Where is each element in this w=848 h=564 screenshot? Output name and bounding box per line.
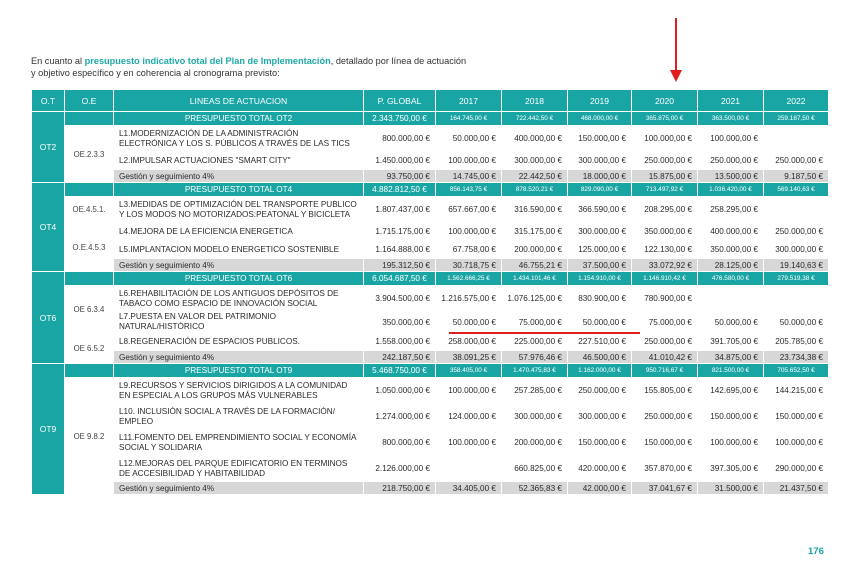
total-year: 358.405,00 € bbox=[436, 364, 502, 378]
line-year: 250.000,00 € bbox=[632, 404, 698, 430]
header-2022: 2022 bbox=[764, 90, 829, 112]
oe-cell bbox=[65, 272, 114, 286]
header-2018: 2018 bbox=[502, 90, 568, 112]
table-row-total bbox=[32, 364, 829, 378]
line-global: 350.000,00 € bbox=[364, 312, 436, 333]
intro-text-pre: En cuanto al bbox=[31, 56, 85, 66]
line-year: 657.667,00 € bbox=[436, 197, 502, 223]
ot-label: OT4 bbox=[32, 183, 65, 272]
line-year: 150.000,00 € bbox=[698, 404, 764, 430]
line-year: 227.510,00 € bbox=[568, 333, 632, 351]
total-year: 1.146.910,42 € bbox=[632, 272, 698, 286]
oe-cell bbox=[65, 112, 114, 126]
table-row bbox=[32, 333, 829, 351]
table-row-gestion bbox=[32, 351, 829, 364]
table-row bbox=[32, 404, 829, 430]
line-year bbox=[764, 286, 829, 312]
table-row-gestion bbox=[32, 259, 829, 272]
header-global: P. GLOBAL bbox=[364, 90, 436, 112]
total-global: 4.882.812,50 € bbox=[364, 183, 436, 197]
total-year: 1.562.666,25 € bbox=[436, 272, 502, 286]
line-year: 150.000,00 € bbox=[568, 430, 632, 456]
line-global: 1.050.000,00 € bbox=[364, 378, 436, 404]
table-row bbox=[32, 126, 829, 152]
line-year: 300.000,00 € bbox=[568, 223, 632, 241]
line-label: L2.IMPULSAR ACTUACIONES "SMART CITY" bbox=[114, 152, 364, 170]
intro-highlight: presupuesto indicativo total del Plan de Implementación bbox=[84, 56, 331, 66]
gestion-year: 14.745,00 € bbox=[436, 170, 502, 183]
line-year: 200.000,00 € bbox=[502, 430, 568, 456]
line-label: L8.REGENERACIÓN DE ESPACIOS PUBLICOS. bbox=[114, 333, 364, 351]
line-year: 205.785,00 € bbox=[764, 333, 829, 351]
line-label: L12.MEJORAS DEL PARQUE EDIFICATORIO EN TERMINOS DE ACCESIBILIDAD Y HABITABILIDAD bbox=[114, 456, 364, 482]
line-year: 250.000,00 € bbox=[698, 152, 764, 170]
line-global: 1.164.888,00 € bbox=[364, 241, 436, 259]
line-year: 300.000,00 € bbox=[502, 152, 568, 170]
table-row-total bbox=[32, 272, 829, 286]
line-year: 67.758,00 € bbox=[436, 241, 502, 259]
line-year bbox=[436, 456, 502, 482]
oe-label: OE.4.5.1. bbox=[65, 197, 114, 223]
gestion-year: 28.125,00 € bbox=[698, 259, 764, 272]
total-year: 713.497,92 € bbox=[632, 183, 698, 197]
gestion-year: 30.718,75 € bbox=[436, 259, 502, 272]
oe-cell bbox=[65, 364, 114, 378]
intro-paragraph bbox=[31, 55, 491, 79]
budget-table bbox=[31, 89, 829, 495]
line-year bbox=[698, 286, 764, 312]
line-label: L7.PUESTA EN VALOR DEL PATRIMONIO NATURAL/HISTÓRICO bbox=[114, 312, 364, 333]
intro-text-line2: y objetivo específico y en coherencia al cronograma previsto: bbox=[31, 68, 280, 78]
line-year: 200.000,00 € bbox=[502, 241, 568, 259]
line-global: 1.715.175,00 € bbox=[364, 223, 436, 241]
line-year: 75.000,00 € bbox=[502, 312, 568, 333]
gestion-year: 37.041,67 € bbox=[632, 482, 698, 495]
line-global: 1.558.000,00 € bbox=[364, 333, 436, 351]
line-year: 100.000,00 € bbox=[436, 223, 502, 241]
table-row bbox=[32, 378, 829, 404]
page-number: 176 bbox=[808, 546, 824, 557]
gestion-global: 242.187,50 € bbox=[364, 351, 436, 364]
table-row-total bbox=[32, 112, 829, 126]
gestion-label: Gestión y seguimiento 4% bbox=[114, 259, 364, 272]
line-year: 150.000,00 € bbox=[764, 404, 829, 430]
line-year bbox=[764, 197, 829, 223]
header-2020: 2020 bbox=[632, 90, 698, 112]
table-row bbox=[32, 223, 829, 241]
line-global: 1.450.000,00 € bbox=[364, 152, 436, 170]
line-year: 100.000,00 € bbox=[632, 126, 698, 152]
line-year: 100.000,00 € bbox=[698, 430, 764, 456]
gestion-year: 15.875,00 € bbox=[632, 170, 698, 183]
header-oe: O.E bbox=[65, 90, 114, 112]
ot-label: OT6 bbox=[32, 272, 65, 364]
gestion-year: 19.140,63 € bbox=[764, 259, 829, 272]
line-label: L1.MODERNIZACIÓN DE LA ADMINISTRACIÓN ELECTRÓNICA Y LOS S. PÚBLICOS A TRAVÉS DE LAS TICS bbox=[114, 126, 364, 152]
line-year: 50.000,00 € bbox=[568, 312, 632, 333]
line-global: 800.000,00 € bbox=[364, 126, 436, 152]
total-year: 1.470.475,83 € bbox=[502, 364, 568, 378]
line-year: 830.900,00 € bbox=[568, 286, 632, 312]
line-year: 50.000,00 € bbox=[698, 312, 764, 333]
line-year: 780.900,00 € bbox=[632, 286, 698, 312]
line-year: 100.000,00 € bbox=[698, 126, 764, 152]
total-label: PRESUPUESTO TOTAL OT2 bbox=[114, 112, 364, 126]
line-year: 155.805,00 € bbox=[632, 378, 698, 404]
gestion-year: 34.875,00 € bbox=[698, 351, 764, 364]
total-year: 476.580,00 € bbox=[698, 272, 764, 286]
gestion-year: 9.187,50 € bbox=[764, 170, 829, 183]
line-year: 400.000,00 € bbox=[698, 223, 764, 241]
gestion-year: 52.365,83 € bbox=[502, 482, 568, 495]
line-label: L9.RECURSOS Y SERVICIOS DIRIGIDOS A LA COMUNIDAD EN ESPECIAL A LOS GRUPOS MÁS VULNERABLES bbox=[114, 378, 364, 404]
gestion-year: 42.000,00 € bbox=[568, 482, 632, 495]
line-year: 290.000,00 € bbox=[764, 456, 829, 482]
line-global: 2.126.000,00 € bbox=[364, 456, 436, 482]
header-ot: O.T bbox=[32, 90, 65, 112]
gestion-global: 218.750,00 € bbox=[364, 482, 436, 495]
gestion-label: Gestión y seguimiento 4% bbox=[114, 170, 364, 183]
table-row bbox=[32, 286, 829, 312]
line-year: 150.000,00 € bbox=[568, 126, 632, 152]
line-year: 420.000,00 € bbox=[568, 456, 632, 482]
line-year: 300.000,00 € bbox=[502, 404, 568, 430]
oe-label: O.E.4.5.3 bbox=[65, 223, 114, 272]
line-label: L4.MEJORA DE LA EFICIENCIA ENERGETICA bbox=[114, 223, 364, 241]
total-year: 950.716,67 € bbox=[632, 364, 698, 378]
intro-text-post: , detallado por línea de actuación bbox=[330, 56, 467, 66]
gestion-year: 41.010,42 € bbox=[632, 351, 698, 364]
line-global: 3.904.500,00 € bbox=[364, 286, 436, 312]
line-year: 250.000,00 € bbox=[764, 152, 829, 170]
total-year: 164.745,00 € bbox=[436, 112, 502, 126]
gestion-year: 46.755,21 € bbox=[502, 259, 568, 272]
line-year: 300.000,00 € bbox=[764, 241, 829, 259]
line-year: 125.000,00 € bbox=[568, 241, 632, 259]
gestion-year: 23.734,38 € bbox=[764, 351, 829, 364]
line-label: L3.MEDIDAS DE OPTIMIZACIÓN DEL TRANSPORTE PUBLICO Y LOS MODOS NO MOTORIZADOS:PEATONAL Y BICICLETA bbox=[114, 197, 364, 223]
table-row bbox=[32, 197, 829, 223]
gestion-year: 33.072,92 € bbox=[632, 259, 698, 272]
table-header-row bbox=[32, 90, 829, 112]
table-row bbox=[32, 312, 829, 333]
line-year: 250.000,00 € bbox=[632, 152, 698, 170]
total-year: 878.520,21 € bbox=[502, 183, 568, 197]
line-year: 258.000,00 € bbox=[436, 333, 502, 351]
line-label: L11.FOMENTO DEL EMPRENDIMIENTO SOCIAL Y ECONOMÍA SOCIAL Y SOLIDARIA bbox=[114, 430, 364, 456]
header-2019: 2019 bbox=[568, 90, 632, 112]
line-year: 75.000,00 € bbox=[632, 312, 698, 333]
line-year: 150.000,00 € bbox=[632, 430, 698, 456]
total-year: 1.434.101,46 € bbox=[502, 272, 568, 286]
line-year: 1.076.125,00 € bbox=[502, 286, 568, 312]
gestion-year: 38.091,25 € bbox=[436, 351, 502, 364]
table-row-gestion bbox=[32, 170, 829, 183]
gestion-year: 31.500,00 € bbox=[698, 482, 764, 495]
ot-label: OT9 bbox=[32, 364, 65, 495]
gestion-global: 93.750,00 € bbox=[364, 170, 436, 183]
line-year: 250.000,00 € bbox=[568, 378, 632, 404]
table-row bbox=[32, 430, 829, 456]
gestion-label: Gestión y seguimiento 4% bbox=[114, 482, 364, 495]
total-year: 705.652,50 € bbox=[764, 364, 829, 378]
oe-label: OE 6.5.2 bbox=[65, 333, 114, 364]
line-year: 208.295,00 € bbox=[632, 197, 698, 223]
line-year: 122.130,00 € bbox=[632, 241, 698, 259]
gestion-year: 13.500,00 € bbox=[698, 170, 764, 183]
gestion-label: Gestión y seguimiento 4% bbox=[114, 351, 364, 364]
total-year: 569.140,63 € bbox=[764, 183, 829, 197]
total-year: 856.143,75 € bbox=[436, 183, 502, 197]
oe-label: OE 9.8.2 bbox=[65, 378, 114, 495]
line-label: L6.REHABILITACIÓN DE LOS ANTIGUOS DEPÓSITOS DE TABACO COMO ESPACIO DE INNOVACIÓN SOCIAL bbox=[114, 286, 364, 312]
line-year: 50.000,00 € bbox=[436, 312, 502, 333]
line-year: 250.000,00 € bbox=[764, 223, 829, 241]
total-global: 2.343.750,00 € bbox=[364, 112, 436, 126]
line-year: 142.695,00 € bbox=[698, 378, 764, 404]
oe-label: OE 6.3.4 bbox=[65, 286, 114, 333]
line-year: 124.000,00 € bbox=[436, 404, 502, 430]
gestion-year: 34.405,00 € bbox=[436, 482, 502, 495]
total-label: PRESUPUESTO TOTAL OT9 bbox=[114, 364, 364, 378]
total-year: 1.162.000,00 € bbox=[568, 364, 632, 378]
gestion-year: 46.500,00 € bbox=[568, 351, 632, 364]
line-year: 350.000,00 € bbox=[698, 241, 764, 259]
line-year: 257.285,00 € bbox=[502, 378, 568, 404]
line-year: 1.216.575,00 € bbox=[436, 286, 502, 312]
total-year: 821.500,00 € bbox=[698, 364, 764, 378]
line-year: 316.590,00 € bbox=[502, 197, 568, 223]
gestion-year: 22.442,50 € bbox=[502, 170, 568, 183]
header-2017: 2017 bbox=[436, 90, 502, 112]
total-year: 365.875,00 € bbox=[632, 112, 698, 126]
table-row bbox=[32, 241, 829, 259]
line-year: 315.175,00 € bbox=[502, 223, 568, 241]
gestion-year: 37.500,00 € bbox=[568, 259, 632, 272]
line-year: 144.215,00 € bbox=[764, 378, 829, 404]
line-year: 100.000,00 € bbox=[436, 430, 502, 456]
gestion-global: 195.312,50 € bbox=[364, 259, 436, 272]
line-year: 300.000,00 € bbox=[568, 404, 632, 430]
total-year: 468.000,00 € bbox=[568, 112, 632, 126]
total-global: 5.468.750,00 € bbox=[364, 364, 436, 378]
line-year: 300.000,00 € bbox=[568, 152, 632, 170]
header-2021: 2021 bbox=[698, 90, 764, 112]
total-year: 259.187,50 € bbox=[764, 112, 829, 126]
line-year: 397.305,00 € bbox=[698, 456, 764, 482]
total-label: PRESUPUESTO TOTAL OT4 bbox=[114, 183, 364, 197]
line-year: 225.000,00 € bbox=[502, 333, 568, 351]
line-year: 660.825,00 € bbox=[502, 456, 568, 482]
oe-label: OE.2.3.3 bbox=[65, 126, 114, 183]
total-global: 6.054.687,50 € bbox=[364, 272, 436, 286]
total-year: 279.519,38 € bbox=[764, 272, 829, 286]
line-label: L5.IMPLANTACION MODELO ENERGETICO SOSTENIBLE bbox=[114, 241, 364, 259]
table-row-gestion bbox=[32, 482, 829, 495]
total-year: 363.500,00 € bbox=[698, 112, 764, 126]
total-year: 829.090,00 € bbox=[568, 183, 632, 197]
total-label: PRESUPUESTO TOTAL OT6 bbox=[114, 272, 364, 286]
line-year: 391.705,00 € bbox=[698, 333, 764, 351]
line-label: L10. INCLUSIÓN SOCIAL A TRAVÉS DE LA FORMACIÓN/ EMPLEO bbox=[114, 404, 364, 430]
line-year: 100.000,00 € bbox=[764, 430, 829, 456]
ot-label: OT2 bbox=[32, 112, 65, 183]
table-row-total bbox=[32, 183, 829, 197]
gestion-year: 21.437,50 € bbox=[764, 482, 829, 495]
line-year: 357.870,00 € bbox=[632, 456, 698, 482]
line-year bbox=[764, 126, 829, 152]
red-underline-annotation bbox=[449, 332, 640, 334]
total-year: 1.036.420,00 € bbox=[698, 183, 764, 197]
line-year: 100.000,00 € bbox=[436, 152, 502, 170]
oe-cell bbox=[65, 183, 114, 197]
line-year: 366.590,00 € bbox=[568, 197, 632, 223]
table-row bbox=[32, 456, 829, 482]
gestion-year: 57.976,46 € bbox=[502, 351, 568, 364]
line-global: 800.000,00 € bbox=[364, 430, 436, 456]
total-year: 1.154.910,00 € bbox=[568, 272, 632, 286]
total-year: 722.442,50 € bbox=[502, 112, 568, 126]
header-lineas: LINEAS DE ACTUACION bbox=[114, 90, 364, 112]
table-row bbox=[32, 152, 829, 170]
line-global: 1.807.437,00 € bbox=[364, 197, 436, 223]
line-year: 250.000,00 € bbox=[632, 333, 698, 351]
gestion-year: 18.000,00 € bbox=[568, 170, 632, 183]
line-global: 1.274.000,00 € bbox=[364, 404, 436, 430]
line-year: 100.000,00 € bbox=[436, 378, 502, 404]
line-year: 400.000,00 € bbox=[502, 126, 568, 152]
line-year: 258.295,00 € bbox=[698, 197, 764, 223]
line-year: 50.000,00 € bbox=[764, 312, 829, 333]
red-arrow-annotation bbox=[666, 18, 686, 84]
line-year: 50.000,00 € bbox=[436, 126, 502, 152]
line-year: 350.000,00 € bbox=[632, 223, 698, 241]
